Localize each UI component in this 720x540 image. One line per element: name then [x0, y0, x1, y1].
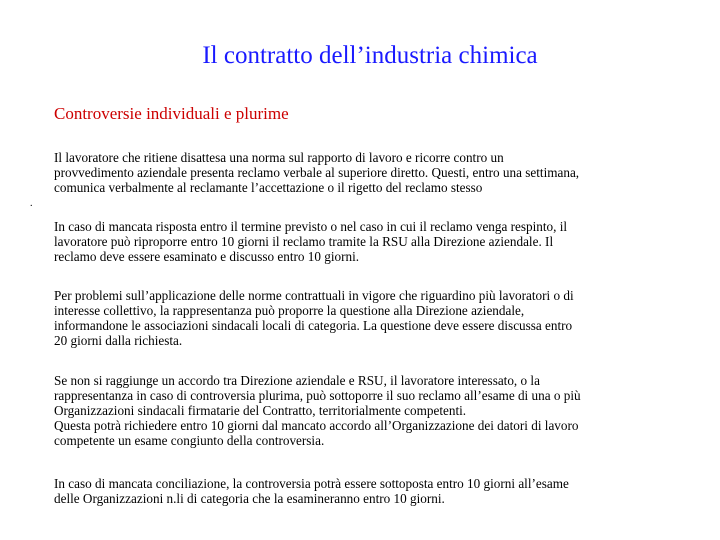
paragraph-line: 20 giorni dalla richiesta.: [54, 333, 183, 348]
slide-title: Il contratto dell’industria chimica: [202, 42, 538, 69]
paragraph-line: In caso di mancata risposta entro il termine previsto o nel caso in cui il reclamo venga respinto, il: [54, 219, 568, 234]
paragraph-line: Il lavoratore che ritiene disattesa una norma sul rapporto di lavoro e ricorre contro un: [54, 150, 504, 165]
paragraph-line: Per problemi sull’applicazione delle norme contrattuali in vigore che riguardino più lavoratori o di: [54, 288, 574, 303]
paragraph-line: Organizzazioni sindacali firmatarie del Contratto, territorialmente competenti.: [54, 403, 467, 418]
paragraph-rsu-escalation: [54, 219, 690, 264]
paragraph-line: reclamo deve essere esaminato e discusso entro 10 giorni.: [54, 249, 360, 264]
paragraph-line: delle Organizzazioni n.li di categoria che la esamineranno entro 10 giorni.: [54, 491, 445, 506]
paragraph-collective-issues: [54, 288, 690, 348]
paragraph-line: comunica verbalmente al reclamante l’accettazione o il rigetto del reclamo stesso: [54, 180, 483, 195]
paragraph-union-review: [54, 373, 690, 448]
paragraph-individual-complaint: [54, 150, 690, 195]
paragraph-line: informandone le associazioni sindacali locali di categoria. La questione deve essere discussa entro: [54, 318, 573, 333]
paragraph-line: provvedimento aziendale presenta reclamo verbale al superiore diretto. Questi, entro una settimana,: [54, 165, 580, 180]
paragraph-line: In caso di mancata conciliazione, la controversia potrà essere sottoposta entro 10 giorni all’esame: [54, 476, 569, 491]
paragraph-national-conciliation: [54, 476, 690, 506]
paragraph-line: interesse collettivo, la rappresentanza può proporre la questione alla Direzione aziendale,: [54, 303, 525, 318]
paragraph-line: lavoratore può riproporre entro 10 giorni il reclamo tramite la RSU alla Direzione aziendale. Il: [54, 234, 554, 249]
paragraph-line: competente un esame congiunto della controversia.: [54, 433, 325, 448]
paragraph-line: Se non si raggiunge un accordo tra Direzione aziendale e RSU, il lavoratore interessato, o la: [54, 373, 540, 388]
paragraph-line: Questa potrà richiedere entro 10 giorni dal mancato accordo all’Organizzazione dei datori di lavoro: [54, 418, 579, 433]
paragraph-line: rappresentanza in caso di controversia plurima, può sottoporre il suo reclamo all’esame di una o più: [54, 388, 581, 403]
stray-dot-marker: .: [30, 198, 33, 209]
section-heading: Controversie individuali e plurime: [54, 104, 289, 123]
